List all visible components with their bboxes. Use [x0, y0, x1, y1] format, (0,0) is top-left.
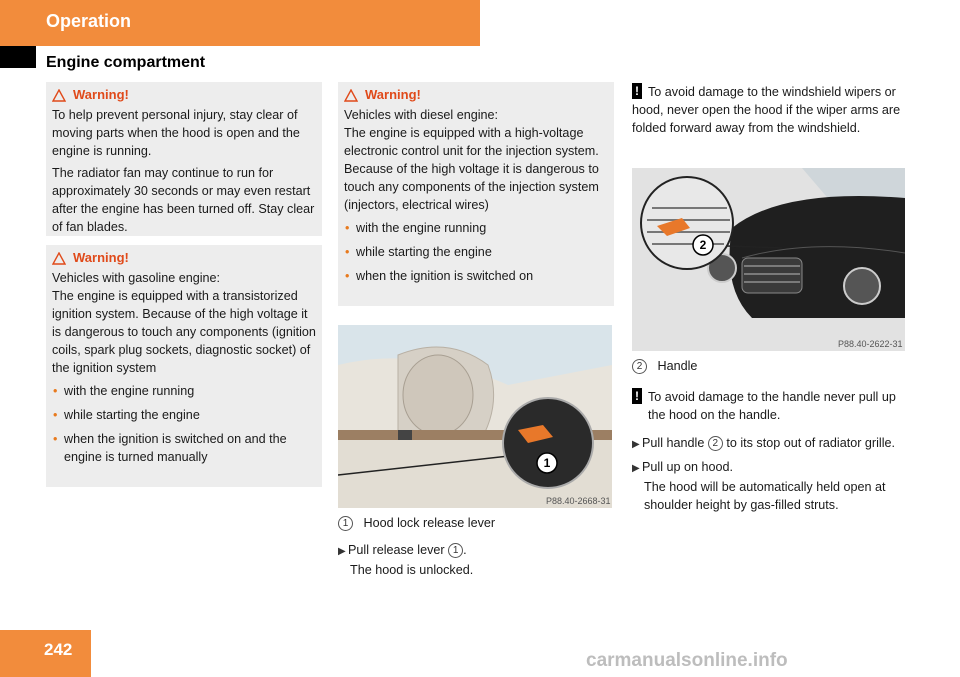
section-title: Operation [46, 11, 132, 31]
figure-code: P88.40-2622-31 [838, 339, 903, 349]
warning-box-1 [46, 82, 322, 236]
bullet-item: • with the engine running [345, 221, 487, 235]
warning-triangle-icon [52, 89, 66, 102]
page-subtitle: Engine compartment [46, 54, 206, 71]
warning-heading: Warning! [344, 86, 610, 104]
warning-intro: Vehicles with diesel engine: [344, 108, 499, 122]
step-result: The hood will be automatically held open at shoulder height by gas-filled struts. [644, 480, 886, 512]
instruction-step: ▶ Pull up on hood. [632, 458, 910, 478]
exclamation-box-icon: ! [632, 388, 642, 404]
warning-box-2 [46, 245, 322, 487]
bullet-item: • while starting the engine [345, 245, 492, 259]
middle-text [338, 514, 612, 579]
warning-text: The radiator fan may continue to run for approximately 30 seconds or may even restart after the engine has been turned off. Stay clear of fan blades. [52, 166, 315, 234]
step-result: The hood is unlocked. [350, 563, 474, 577]
warning-intro: Vehicles with gasoline engine: [52, 271, 221, 285]
interior-drawing [338, 325, 612, 508]
bullet-item: • when the ignition is switched on and the engine is turned manually [53, 432, 287, 464]
figure-callout-2: 2 [699, 238, 707, 252]
warning-heading: Warning! [52, 86, 318, 104]
arrow-right-icon: ▶ [632, 439, 640, 450]
figure-callout-1: 1 [543, 456, 551, 470]
notice-2: ! To avoid damage to the handle never pull up the hood on the handle. [632, 388, 910, 424]
arrow-right-icon: ▶ [338, 546, 346, 557]
bullet-item: • while starting the engine [53, 408, 200, 422]
hood-release-illustration [338, 325, 612, 508]
warning-text: The engine is equipped with a high-voltage electronic control unit for the injection system. Because of the high voltage it is dangerous to touch any components of the injection system (injectors, electrical wires) [344, 126, 599, 212]
instruction-step: ▶ Pull release lever 1 . [338, 541, 612, 561]
arrow-right-icon: ▶ [632, 463, 640, 474]
car-front-drawing [632, 168, 905, 351]
watermark: carmanualsonline.info [586, 650, 788, 671]
warning-box-3 [338, 82, 614, 306]
instruction-step: ▶ Pull handle 2 to its stop out of radiator grille. [632, 434, 910, 454]
warning-triangle-icon [344, 89, 358, 102]
exclamation-box-icon: ! [632, 83, 642, 99]
notice-1: ! To avoid damage to the windshield wipers or hood, never open the hood if the wiper arms are folded forward away from the windshield. [632, 84, 901, 135]
warning-heading: Warning! [52, 249, 318, 267]
warning-text: The engine is equipped with a transistorized ignition system. Because of the high voltage it is dangerous to touch any components (ignition coils, spark plug sockets, diagnostic socket) of the ignition system [52, 289, 316, 375]
bullet-item: • with the engine running [53, 384, 195, 398]
figure-caption: 1 Hood lock release lever [338, 514, 612, 532]
header-tab-marker [0, 46, 36, 68]
page-number: 242 [44, 640, 73, 659]
figure-code: P88.40-2668-31 [546, 496, 611, 506]
right-text [632, 357, 910, 514]
figure-caption: 2 Handle [632, 357, 910, 375]
warning-triangle-icon [52, 252, 66, 265]
bullet-item: • when the ignition is switched on [345, 269, 534, 283]
hood-handle-illustration [632, 168, 905, 351]
warning-text: To help prevent personal injury, stay clear of moving parts when the hood is open and the engine is running. [52, 108, 300, 158]
